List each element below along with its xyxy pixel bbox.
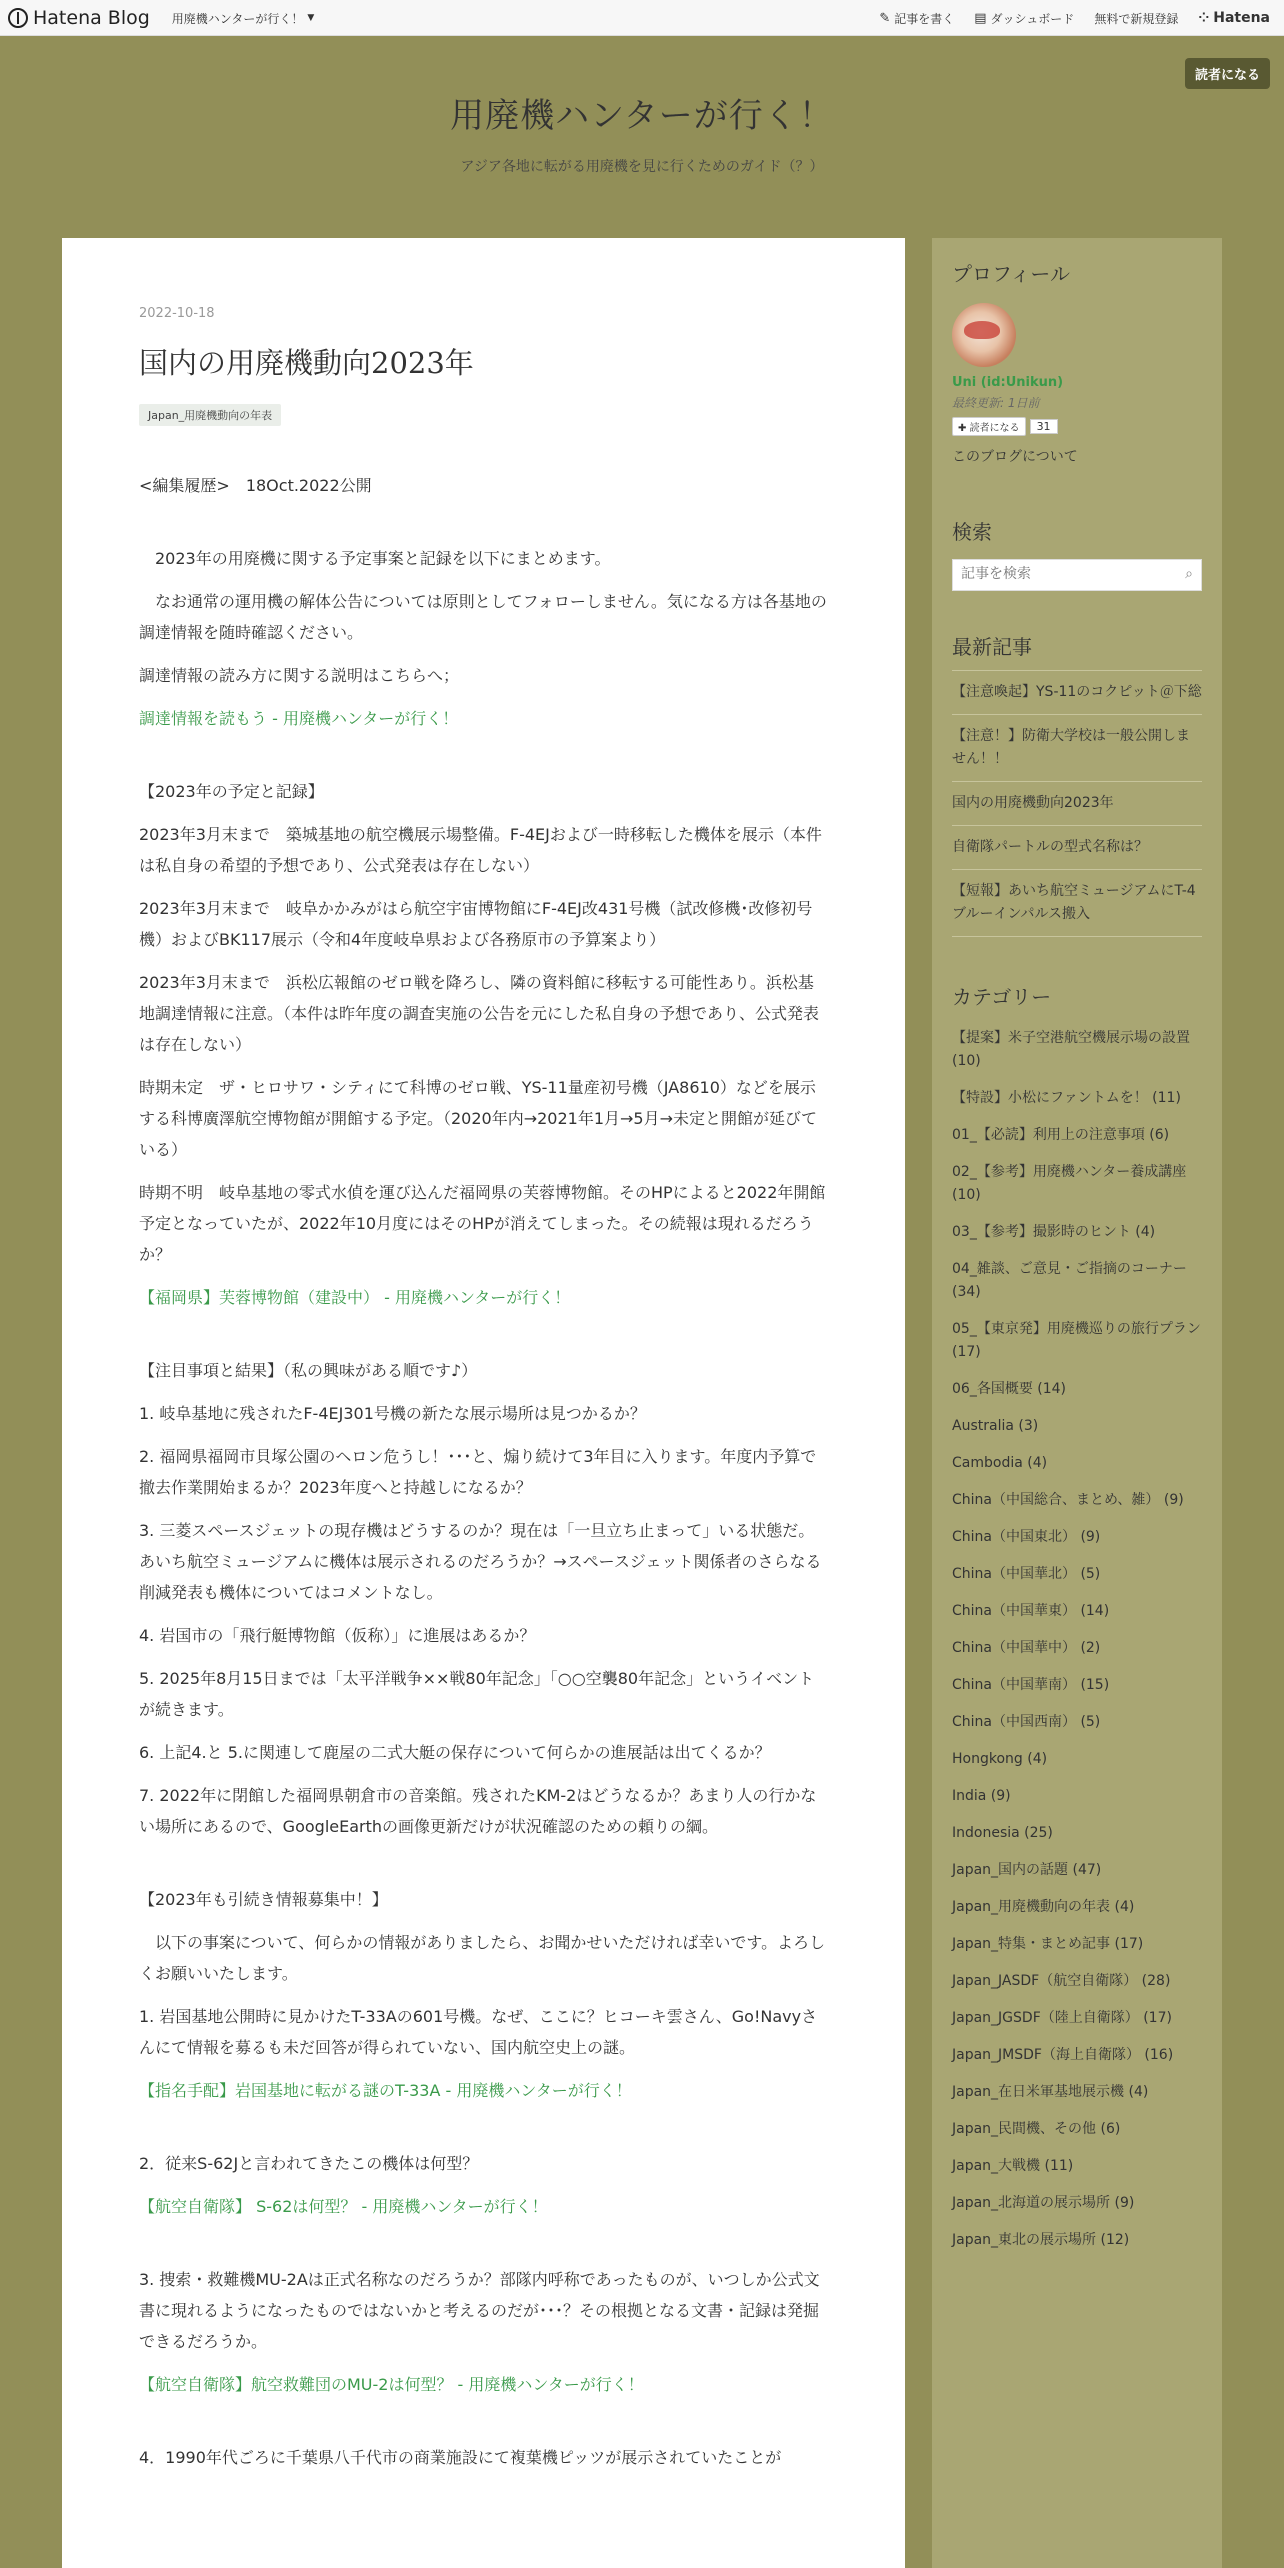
entry-paragraph: <編集履歴> 18Oct.2022公開 — [139, 476, 372, 495]
category-link[interactable]: 04_雑談、ご意見・ご指摘のコーナー (34) — [952, 1261, 1187, 1300]
recent-list — [952, 670, 1202, 937]
entry-paragraph: 時期不明 岐阜基地の零式水偵を運び込んだ福岡県の芙蓉博物館。そのHPによると2022年開館予定となっていたが、2022年10月度にはそのHPが消えてしまった。その続報は現れるだろうか？ — [139, 1183, 826, 1264]
paragraph-gap — [139, 2118, 827, 2148]
last-updated: 最終更新: 1日前 — [952, 396, 1040, 410]
category-link[interactable]: Japan_在日米軍基地展示機 (4) — [952, 2084, 1149, 2100]
sidebar-subscribe-button[interactable] — [952, 417, 1026, 436]
entry-link[interactable]: 【福岡県】芙蓉博物館（建設中） - 用廃機ハンターが行く！ — [139, 1288, 571, 1307]
blog-menu-label: 用廃機ハンターが行く！ — [171, 11, 304, 26]
entry-link[interactable]: 調達情報を読もう - 用廃機ハンターが行く！ — [139, 709, 459, 728]
category-link[interactable]: Indonesia (25) — [952, 1825, 1053, 1841]
category-link[interactable]: Japan_民間機、その他 (6) — [952, 2121, 1121, 2137]
entry-title[interactable]: 国内の用廃機動向2023年 — [139, 346, 474, 380]
paragraph-gap — [139, 1854, 827, 1884]
sidebar-subscribe-label: 読者になる — [969, 423, 1020, 434]
category-link[interactable]: Japan_用廃機動向の年表 (4) — [952, 1899, 1135, 1915]
blog-menu[interactable] — [172, 10, 314, 27]
write-article-link[interactable] — [879, 10, 954, 27]
category-link[interactable]: Japan_JASDF（航空自衛隊） (28) — [952, 1973, 1171, 1989]
category-link[interactable]: Japan_大戦機 (11) — [952, 2158, 1074, 2174]
category-link[interactable]: Japan_JMSDF（海上自衛隊） (16) — [952, 2047, 1174, 2063]
entry-paragraph: 3. 捜索・救難機MU-2Aは正式名称なのだろうか？部隊内呼称であったものが、いつしか公式文書に現れるようになったものではないかと考えるのだが･･･？その根拠となる文書・記録は発掘できるだろうか。 — [139, 2270, 820, 2351]
category-link[interactable]: Japan_東北の展示場所 (12) — [952, 2232, 1130, 2248]
plus-icon: ✚ — [958, 423, 970, 434]
profile-title: プロフィール — [952, 262, 1070, 286]
global-header-right — [859, 0, 1270, 36]
user-name[interactable]: Uni (id:Unikun) — [952, 375, 1064, 390]
category-link[interactable]: 【特設】小松にファントムを！ (11) — [952, 1090, 1181, 1106]
entry-paragraph: 2023年3月末まで 岐阜かかみがはら航空宇宙博物館にF-4EJ改431号機（試改修機･改修初号機）およびBK117展示（令和4年度岐阜県および各務原市の予算案より） — [139, 899, 813, 949]
entry-paragraph: 1. 岐阜基地に残されたF-4EJ301号機の新たな展示場所は見つかるか？ — [139, 1404, 646, 1423]
entry-paragraph: 【2023年も引続き情報募集中！】 — [139, 1890, 388, 1909]
recent-article-link[interactable]: 【短報】あいち航空ミュージアムにT-4ブルーインパルス搬入 — [952, 869, 1202, 937]
logo-text: Hatena Blog — [33, 7, 150, 29]
paragraph-gap — [139, 2412, 827, 2442]
hatena-link[interactable] — [1198, 10, 1270, 26]
entry-link[interactable]: 【指名手配】岩国基地に転がる謎のT-33A - 用廃機ハンターが行く！ — [139, 2081, 632, 2100]
category-link[interactable]: 01_【必読】利用上の注意事項 (6) — [952, 1127, 1170, 1143]
paragraph-gap — [139, 2234, 827, 2264]
hatena-dots-icon: ⁘ — [1198, 10, 1210, 26]
entry-paragraph: 【注目事項と結果】（私の興味がある順です♪） — [139, 1361, 478, 1380]
category-link[interactable]: China（中国総合、まとめ、雑） (9) — [952, 1492, 1184, 1508]
paragraph-gap — [139, 1325, 827, 1355]
category-link[interactable]: Japan_北海道の展示場所 (9) — [952, 2195, 1135, 2211]
avatar[interactable] — [952, 303, 1016, 367]
global-header-left — [8, 0, 314, 36]
entry-paragraph: 以下の事案について、何らかの情報がありましたら、お聞かせいただければ幸いです。よろしくお願いいたします。 — [139, 1933, 826, 1983]
category-link[interactable]: Cambodia (4) — [952, 1455, 1048, 1471]
category-link[interactable]: Hongkong (4) — [952, 1751, 1048, 1767]
entry-paragraph: 2. 福岡県福岡市貝塚公園のヘロン危うし！･･･と、煽り続けて3年目に入ります。年度内予算で撤去作業開始まるか？2023年度へと持越しになるか？ — [139, 1447, 817, 1497]
category-link[interactable]: Australia (3) — [952, 1418, 1039, 1434]
category-link[interactable]: China（中国西南） (5) — [952, 1714, 1101, 1730]
entry-paragraph: 1. 岩国基地公開時に見かけたT-33Aの601号機。なぜ、ここに？ヒコーキ雲さん、Go!Navyさんにて情報を募るも未だ回答が得られていない、国内航空史上の謎。 — [139, 2007, 818, 2057]
category-link[interactable]: Japan_特集・まとめ記事 (17) — [952, 1936, 1144, 1952]
category-link[interactable]: 05_【東京発】用廃機巡りの旅行プラン (17) — [952, 1321, 1201, 1360]
sidebar-inner — [952, 258, 1202, 2259]
entry-paragraph: 2023年3月末まで 浜松広報館のゼロ戦を降ろし、隣の資料館に移転する可能性あり。浜松基地調達情報に注意。（本件は昨年度の調査実施の公告を元にした私自身の予想であり、公式発表は存在しない） — [139, 973, 820, 1054]
search-input[interactable] — [953, 560, 1169, 588]
category-link[interactable]: China（中国華中） (2) — [952, 1640, 1101, 1656]
pencil-icon: ✎ — [879, 10, 891, 26]
recent-article-link[interactable]: 【注意喚起】YS-11のコクピット＠下総 — [952, 670, 1202, 714]
entry-paragraph: 4. 岩国市の「飛行艇博物館（仮称）」に進展はあるか？ — [139, 1626, 536, 1645]
hatena-label: Hatena — [1213, 10, 1270, 26]
entry-date[interactable]: 2022-10-18 — [139, 306, 215, 321]
entry-category-tag[interactable]: Japan_用廃機動向の年表 — [139, 404, 281, 426]
category-link[interactable]: China（中国華南） (15) — [952, 1677, 1110, 1693]
subscriber-count[interactable]: 31 — [1030, 419, 1058, 434]
entry-paragraph: 3. 三菱スペースジェットの現存機はどうするのか？現在は「一旦立ち止まって」いる状態だ。あいち航空ミュージアムに機体は展示されるのだろうか？→スペースジェット関係者のさらなる削減発表も機体についてはコメントなし。 — [139, 1521, 822, 1602]
entry-paragraph: 2023年3月末まで 築城基地の航空機展示場整備。F-4EJおよび一時移転した機体を展示（本件は私自身の希望的予想であり、公式発表は存在しない） — [139, 825, 822, 875]
category-link[interactable]: China（中国華東） (14) — [952, 1603, 1110, 1619]
subscribe-row — [952, 417, 1202, 436]
category-link[interactable]: Japan_国内の話題 (47) — [952, 1862, 1102, 1878]
recent-article-link[interactable]: 【注意！】防衛大学校は一般公開しません！！ — [952, 714, 1202, 781]
entry-link[interactable]: 【航空自衛隊】航空救難団のMU-2は何型？ - 用廃機ハンターが行く！ — [139, 2375, 644, 2394]
subscribe-button[interactable]: 読者になる — [1185, 58, 1270, 89]
category-link[interactable]: China（中国華北） (5) — [952, 1566, 1101, 1582]
hatena-logo-icon — [8, 8, 28, 28]
dashboard-icon: ▤ — [974, 10, 987, 26]
signup-label: 無料で新規登録 — [1094, 11, 1179, 26]
entry — [139, 306, 827, 2485]
entry-paragraph: 5. 2025年8月15日までは「太平洋戦争××戦80年記念」「○○空襲80年記念」というイベントが続きます。 — [139, 1669, 815, 1719]
recent-article-link[interactable]: 国内の用廃機動向2023年 — [952, 781, 1202, 825]
category-link[interactable]: Japan_JGSDF（陸上自衛隊） (17) — [952, 2010, 1172, 2026]
category-list — [952, 1020, 1202, 2259]
entry-paragraph: 【2023年の予定と記録】 — [139, 782, 324, 801]
sidebar — [932, 238, 1222, 2568]
recent-title: 最新記事 — [952, 635, 1032, 659]
entry-paragraph: 2．従来S-62Jと言われてきたこの機体は何型？ — [139, 2154, 479, 2173]
blog-description: アジア各地に転がる用廃機を見に行くためのガイド（？） — [460, 159, 824, 175]
paragraph-gap — [139, 513, 827, 543]
main-content — [62, 238, 905, 2568]
entry-paragraph: なお通常の運用機の解体公告については原則としてフォローしません。気になる方は各基地の調達情報を随時確認ください。 — [139, 592, 827, 642]
category-link[interactable]: 02_【参考】用廃機ハンター養成講座 (10) — [952, 1164, 1187, 1203]
category-link[interactable]: 【提案】米子空港航空機展示場の設置 (10) — [952, 1030, 1190, 1069]
category-title: カテゴリー — [952, 985, 1052, 1009]
entry-paragraph: 2023年の用廃機に関する予定事案と記録を以下にまとめます。 — [139, 549, 611, 568]
entry-link[interactable]: 【航空自衛隊】 S-62は何型？ - 用廃機ハンターが行く！ — [139, 2197, 548, 2216]
dashboard-label: ダッシュボード — [990, 11, 1075, 26]
hatena-blog-logo[interactable] — [8, 7, 150, 29]
entry-paragraph: 4．1990年代ごろに千葉県八千代市の商業施設にて複葉機ピッツが展示されていたことが — [139, 2448, 782, 2467]
recent-article-link[interactable]: 自衛隊パートルの型式名称は？ — [952, 825, 1202, 869]
search-icon[interactable]: ⌕ — [1185, 566, 1193, 582]
entry-paragraph: 6. 上記4.と 5.に関連して鹿屋の二式大艇の保存について何らかの進展話は出てくるか？ — [139, 1743, 771, 1762]
write-article-label: 記事を書く — [894, 11, 955, 26]
category-link[interactable]: India (9) — [952, 1788, 1011, 1804]
paragraph-gap — [139, 746, 827, 776]
signup-link[interactable] — [1094, 10, 1178, 27]
blog-title[interactable]: 用廃機ハンターが行く！ — [450, 96, 834, 136]
category-link[interactable]: 03_【参考】撮影時のヒント (4) — [952, 1224, 1156, 1240]
dashboard-link[interactable] — [974, 10, 1074, 27]
chevron-down-icon: ▼ — [307, 13, 315, 23]
entry-body — [139, 470, 827, 2473]
entry-paragraph: 時期未定 ザ・ヒロサワ・シティにて科博のゼロ戦、YS-11量産初号機（JA8610）などを展示する科博廣澤航空博物館が開館する予定。（2020年内→2021年1月→5月→未定と開館が延びている） — [139, 1078, 818, 1159]
search-title: 検索 — [952, 520, 992, 544]
about-blog-link[interactable]: このブログについて — [952, 449, 1078, 465]
global-header — [0, 0, 1284, 36]
entry-paragraph: 調達情報の読み方に関する説明はこちらへ； — [139, 666, 460, 685]
search-box — [952, 559, 1202, 591]
category-link[interactable]: 06_各国概要 (14) — [952, 1381, 1067, 1397]
category-link[interactable]: China（中国東北） (9) — [952, 1529, 1101, 1545]
entry-paragraph: 7. 2022年に閉館した福岡県朝倉市の音楽館。残されたKM-2はどうなるか？あまり人の行かない場所にあるので、GoogleEarthの画像更新だけが状況確認のための頼りの綱。 — [139, 1786, 817, 1836]
